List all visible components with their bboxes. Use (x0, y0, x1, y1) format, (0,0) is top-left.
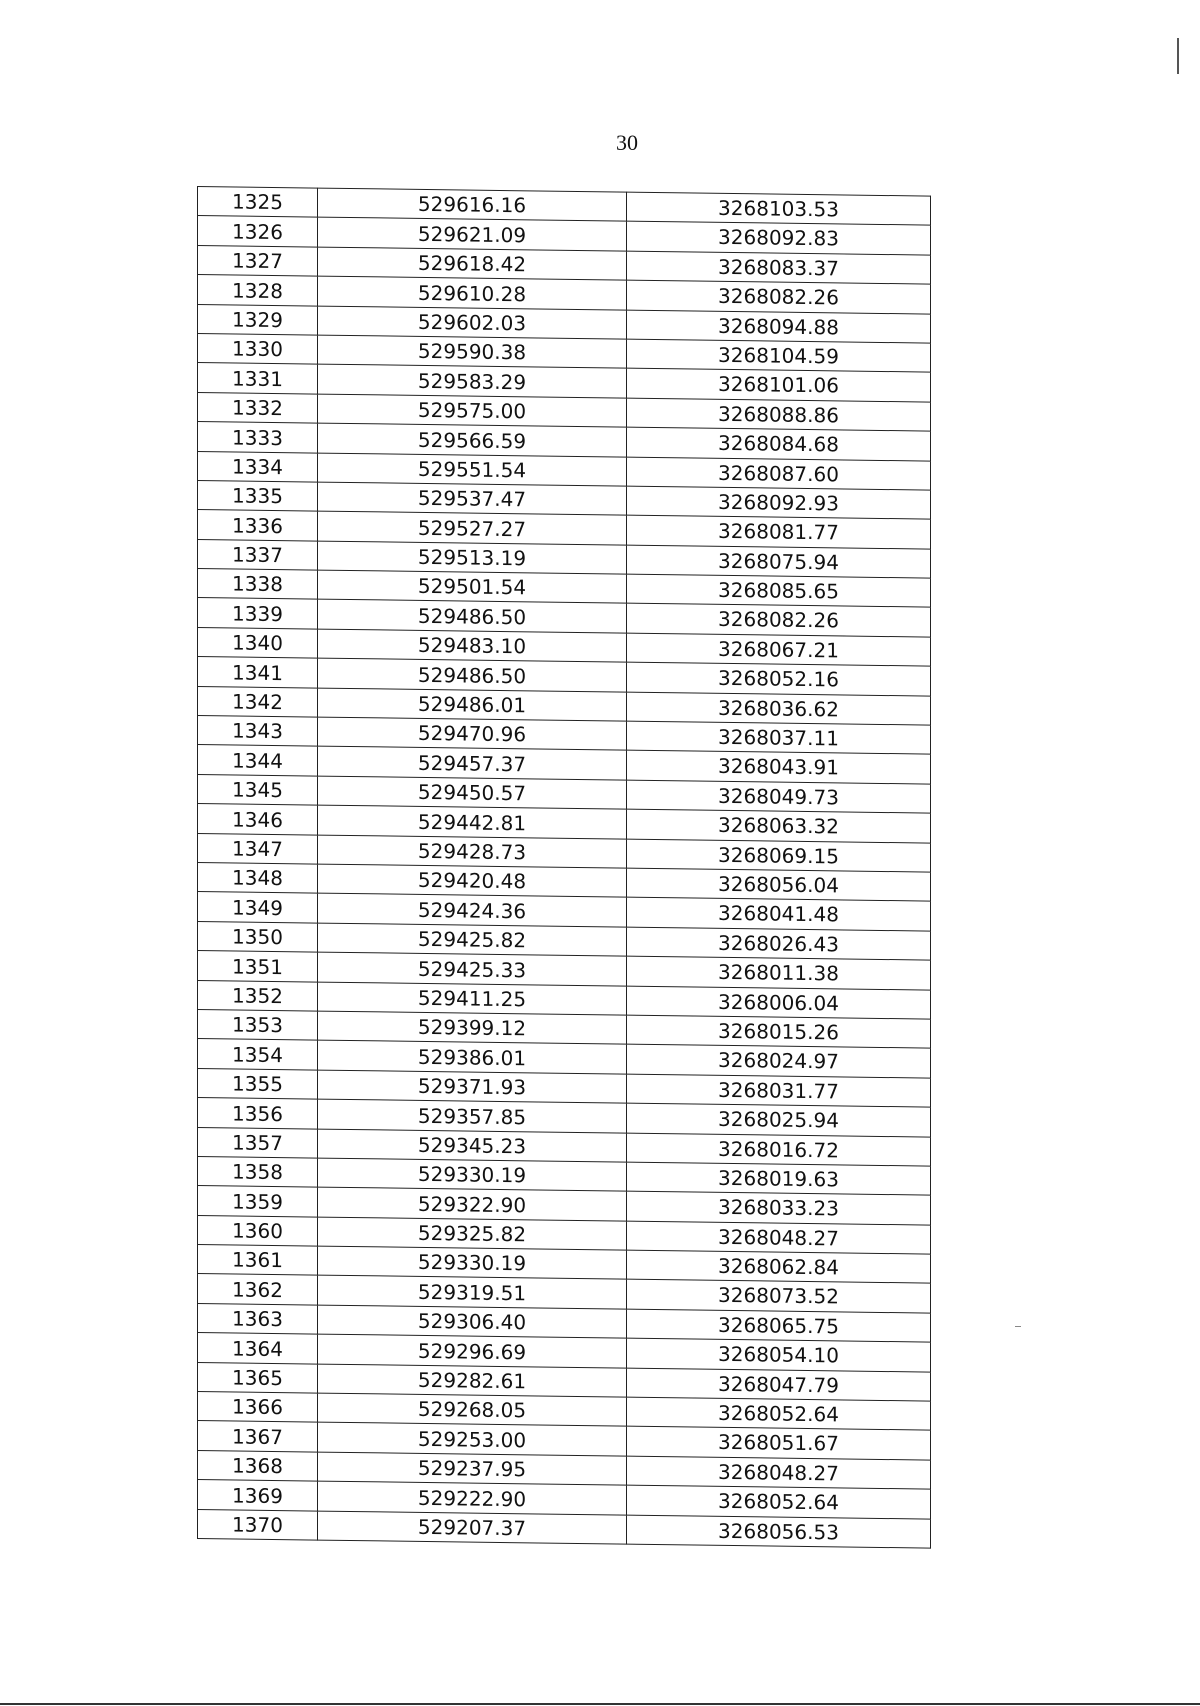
x-coordinate-cell: 529386.01 (318, 1040, 627, 1073)
y-coordinate-cell: 3268015.26 (627, 1015, 931, 1048)
x-coordinate-cell: 529357.85 (318, 1099, 627, 1132)
point-number-cell: 1370 (198, 1509, 318, 1540)
point-number-cell: 1336 (198, 510, 318, 541)
x-coordinate-cell: 529618.42 (318, 247, 627, 280)
y-coordinate-cell: 3268016.72 (627, 1133, 931, 1166)
x-coordinate-cell: 529345.23 (318, 1129, 627, 1162)
point-number-cell: 1357 (198, 1127, 318, 1158)
point-number-cell: 1366 (198, 1392, 318, 1423)
y-coordinate-cell: 3268075.94 (627, 545, 931, 578)
y-coordinate-cell: 3268092.83 (627, 222, 931, 255)
y-coordinate-cell: 3268056.04 (627, 868, 931, 901)
x-coordinate-cell: 529590.38 (318, 335, 627, 368)
x-coordinate-cell: 529621.09 (318, 217, 627, 250)
y-coordinate-cell: 3268101.06 (627, 368, 931, 401)
x-coordinate-cell: 529371.93 (318, 1070, 627, 1103)
x-coordinate-cell: 529268.05 (318, 1393, 627, 1426)
point-number-cell: 1341 (198, 657, 318, 688)
point-number-cell: 1364 (198, 1333, 318, 1364)
x-coordinate-cell: 529222.90 (318, 1481, 627, 1514)
x-coordinate-cell: 529296.69 (318, 1334, 627, 1367)
x-coordinate-cell: 529527.27 (318, 511, 627, 544)
point-number-cell: 1344 (198, 745, 318, 776)
y-coordinate-cell: 3268052.64 (627, 1397, 931, 1430)
y-coordinate-cell: 3268069.15 (627, 839, 931, 872)
point-number-cell: 1359 (198, 1186, 318, 1217)
point-number-cell: 1347 (198, 833, 318, 864)
y-coordinate-cell: 3268048.27 (627, 1221, 931, 1254)
point-number-cell: 1362 (198, 1274, 318, 1305)
x-coordinate-cell: 529319.51 (318, 1276, 627, 1309)
point-number-cell: 1346 (198, 804, 318, 835)
x-coordinate-cell: 529610.28 (318, 276, 627, 309)
point-number-cell: 1367 (198, 1421, 318, 1452)
point-number-cell: 1331 (198, 363, 318, 394)
point-number-cell: 1334 (198, 451, 318, 482)
y-coordinate-cell: 3268085.65 (627, 574, 931, 607)
y-coordinate-cell: 3268063.32 (627, 809, 931, 842)
y-coordinate-cell: 3268084.68 (627, 427, 931, 460)
point-number-cell: 1326 (198, 216, 318, 247)
x-coordinate-cell: 529330.19 (318, 1246, 627, 1279)
x-coordinate-cell: 529428.73 (318, 835, 627, 868)
y-coordinate-cell: 3268006.04 (627, 986, 931, 1019)
x-coordinate-cell: 529399.12 (318, 1011, 627, 1044)
point-number-cell: 1338 (198, 569, 318, 600)
point-number-cell: 1333 (198, 422, 318, 453)
point-number-cell: 1355 (198, 1068, 318, 1099)
point-number-cell: 1365 (198, 1362, 318, 1393)
point-number-cell: 1356 (198, 1098, 318, 1129)
point-number-cell: 1353 (198, 1009, 318, 1040)
y-coordinate-cell: 3268052.64 (627, 1485, 931, 1518)
x-coordinate-cell: 529537.47 (318, 482, 627, 515)
x-coordinate-cell: 529483.10 (318, 629, 627, 662)
point-number-cell: 1335 (198, 480, 318, 511)
y-coordinate-cell: 3268083.37 (627, 251, 931, 284)
y-coordinate-cell: 3268043.91 (627, 751, 931, 784)
y-coordinate-cell: 3268104.59 (627, 339, 931, 372)
y-coordinate-cell: 3268049.73 (627, 780, 931, 813)
y-coordinate-cell: 3268067.21 (627, 633, 931, 666)
x-coordinate-cell: 529424.36 (318, 893, 627, 926)
point-number-cell: 1358 (198, 1156, 318, 1187)
page-bottom-edge (0, 1703, 1200, 1705)
x-coordinate-cell: 529566.59 (318, 423, 627, 456)
point-number-cell: 1325 (198, 187, 318, 218)
point-number-cell: 1368 (198, 1450, 318, 1481)
x-coordinate-cell: 529325.82 (318, 1217, 627, 1250)
point-number-cell: 1360 (198, 1215, 318, 1246)
x-coordinate-cell: 529602.03 (318, 306, 627, 339)
x-coordinate-cell: 529450.57 (318, 776, 627, 809)
x-coordinate-cell: 529501.54 (318, 570, 627, 603)
y-coordinate-cell: 3268073.52 (627, 1280, 931, 1313)
point-number-cell: 1348 (198, 862, 318, 893)
x-coordinate-cell: 529425.33 (318, 952, 627, 985)
point-number-cell: 1349 (198, 892, 318, 923)
x-coordinate-cell: 529411.25 (318, 982, 627, 1015)
x-coordinate-cell: 529237.95 (318, 1452, 627, 1485)
x-coordinate-cell: 529253.00 (318, 1422, 627, 1455)
x-coordinate-cell: 529442.81 (318, 805, 627, 838)
point-number-cell: 1339 (198, 598, 318, 629)
y-coordinate-cell: 3268082.26 (627, 604, 931, 637)
point-number-cell: 1328 (198, 275, 318, 306)
x-coordinate-cell: 529486.01 (318, 688, 627, 721)
y-coordinate-cell: 3268088.86 (627, 398, 931, 431)
point-number-cell: 1363 (198, 1303, 318, 1334)
y-coordinate-cell: 3268094.88 (627, 310, 931, 343)
point-number-cell: 1361 (198, 1245, 318, 1276)
x-coordinate-cell: 529486.50 (318, 658, 627, 691)
x-coordinate-cell: 529207.37 (318, 1511, 627, 1544)
point-number-cell: 1337 (198, 539, 318, 570)
point-number-cell: 1329 (198, 304, 318, 335)
coordinate-table-body (198, 187, 931, 1549)
point-number-cell: 1327 (198, 245, 318, 276)
point-number-cell: 1332 (198, 392, 318, 423)
x-coordinate-cell: 529551.54 (318, 453, 627, 486)
point-number-cell: 1342 (198, 686, 318, 717)
y-coordinate-cell: 3268048.27 (627, 1456, 931, 1489)
y-coordinate-cell: 3268026.43 (627, 927, 931, 960)
x-coordinate-cell: 529322.90 (318, 1187, 627, 1220)
y-coordinate-cell: 3268047.79 (627, 1368, 931, 1401)
y-coordinate-cell: 3268092.93 (627, 486, 931, 519)
x-coordinate-cell: 529583.29 (318, 364, 627, 397)
x-coordinate-cell: 529575.00 (318, 394, 627, 427)
x-coordinate-cell: 529513.19 (318, 541, 627, 574)
x-coordinate-cell: 529486.50 (318, 600, 627, 633)
y-coordinate-cell: 3268082.26 (627, 280, 931, 313)
y-coordinate-cell: 3268087.60 (627, 457, 931, 490)
y-coordinate-cell: 3268036.62 (627, 692, 931, 725)
x-coordinate-cell: 529282.61 (318, 1364, 627, 1397)
y-coordinate-cell: 3268037.11 (627, 721, 931, 754)
point-number-cell: 1369 (198, 1480, 318, 1511)
y-coordinate-cell: 3268041.48 (627, 897, 931, 930)
point-number-cell: 1354 (198, 1039, 318, 1070)
x-coordinate-cell: 529457.37 (318, 746, 627, 779)
y-coordinate-cell: 3268031.77 (627, 1074, 931, 1107)
x-coordinate-cell: 529330.19 (318, 1158, 627, 1191)
scan-artifact-dash (1015, 1326, 1021, 1327)
point-number-cell: 1330 (198, 333, 318, 364)
y-coordinate-cell: 3268056.53 (627, 1515, 931, 1548)
x-coordinate-cell: 529616.16 (318, 188, 627, 221)
x-coordinate-cell: 529470.96 (318, 717, 627, 750)
point-number-cell: 1351 (198, 951, 318, 982)
point-number-cell: 1350 (198, 921, 318, 952)
y-coordinate-cell: 3268065.75 (627, 1309, 931, 1342)
x-coordinate-cell: 529420.48 (318, 864, 627, 897)
coordinate-table (197, 186, 931, 1549)
y-coordinate-cell: 3268011.38 (627, 956, 931, 989)
x-coordinate-cell: 529425.82 (318, 923, 627, 956)
point-number-cell: 1340 (198, 627, 318, 658)
y-coordinate-cell: 3268051.67 (627, 1427, 931, 1460)
y-coordinate-cell: 3268103.53 (627, 192, 931, 225)
point-number-cell: 1352 (198, 980, 318, 1011)
scan-artifact-mark (1177, 38, 1179, 74)
y-coordinate-cell: 3268025.94 (627, 1103, 931, 1136)
y-coordinate-cell: 3268019.63 (627, 1162, 931, 1195)
y-coordinate-cell: 3268052.16 (627, 662, 931, 695)
point-number-cell: 1345 (198, 774, 318, 805)
point-number-cell: 1343 (198, 716, 318, 747)
y-coordinate-cell: 3268081.77 (627, 515, 931, 548)
y-coordinate-cell: 3268054.10 (627, 1338, 931, 1371)
y-coordinate-cell: 3268062.84 (627, 1250, 931, 1283)
page-number: 30 (616, 130, 638, 155)
y-coordinate-cell: 3268024.97 (627, 1044, 931, 1077)
y-coordinate-cell: 3268033.23 (627, 1191, 931, 1224)
x-coordinate-cell: 529306.40 (318, 1305, 627, 1338)
